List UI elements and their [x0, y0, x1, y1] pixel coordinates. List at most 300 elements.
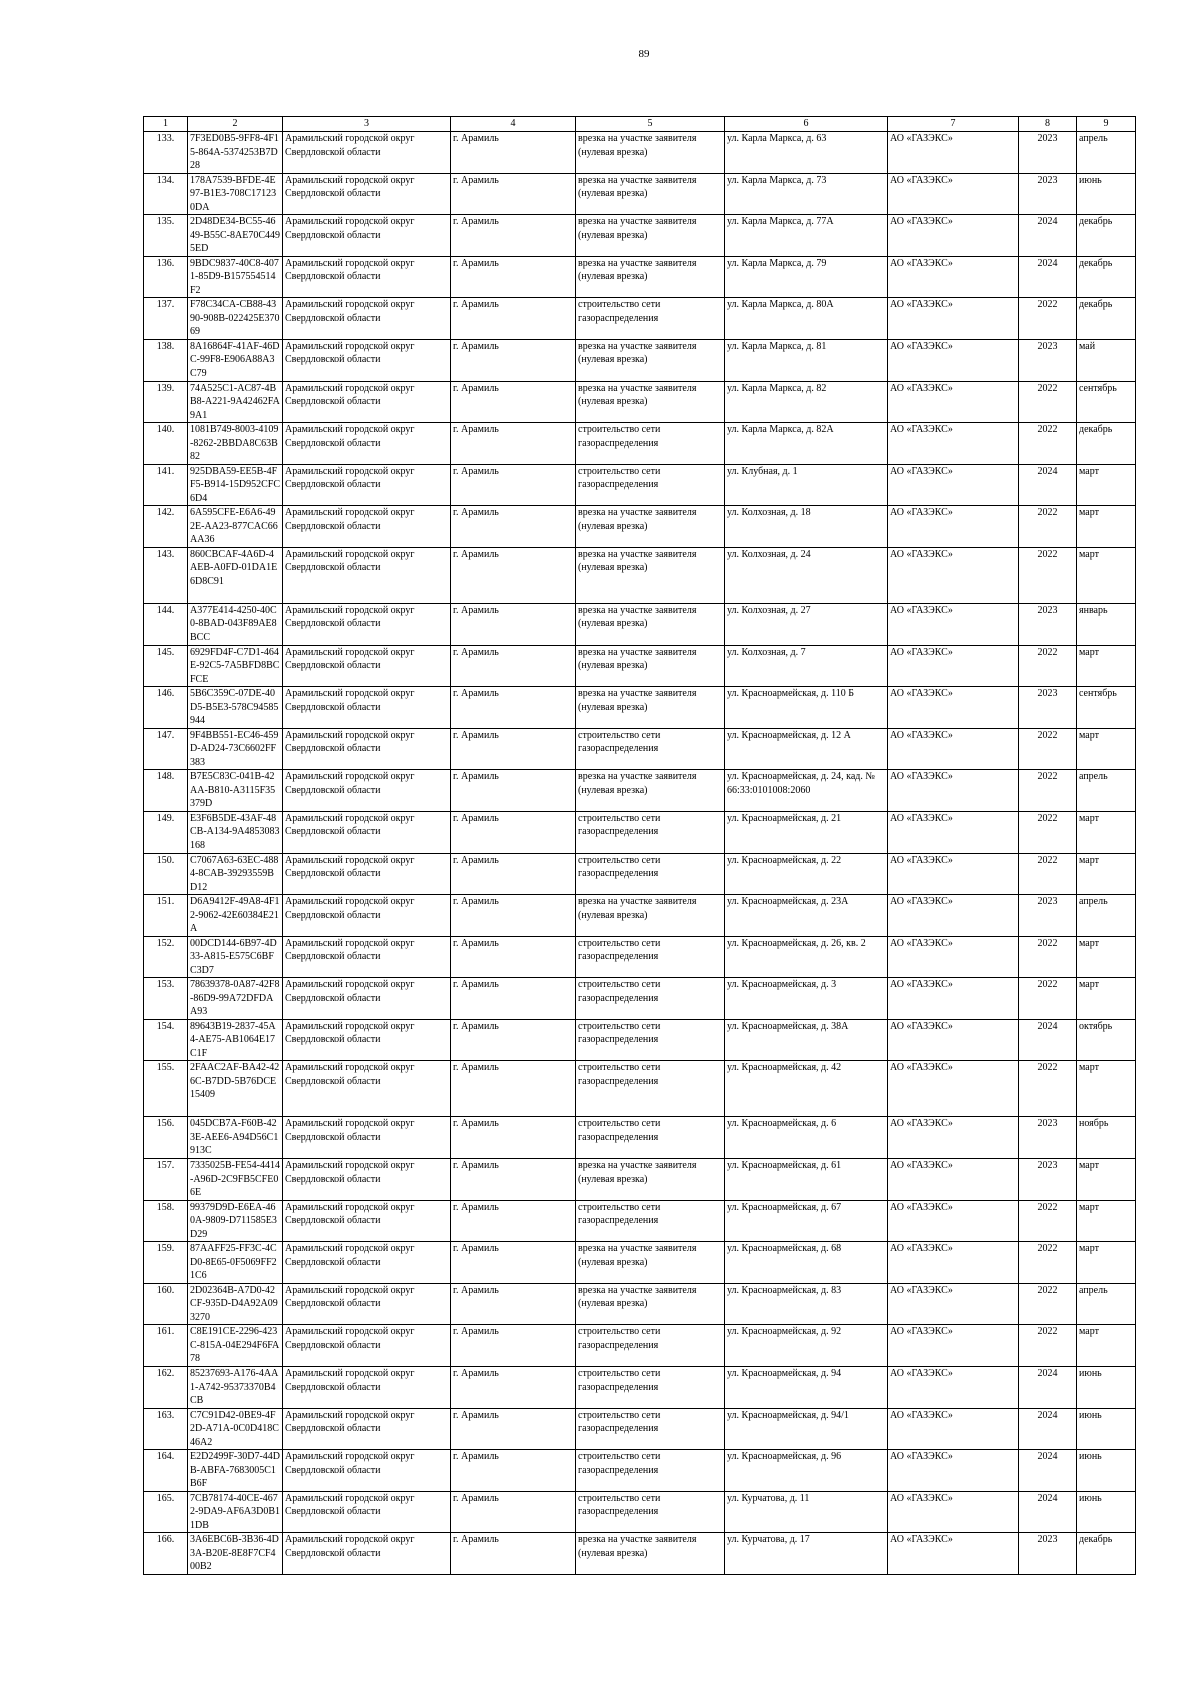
table-row — [144, 547, 1136, 603]
address-cell: ул. Красноармейская, д. 6 — [725, 1117, 888, 1159]
year-cell: 2024 — [1019, 256, 1077, 298]
work-type-cell: врезка на участке заявителя (нулевая врезка) — [576, 381, 725, 423]
work-type-cell: строительство сети газораспределения — [576, 936, 725, 978]
month-cell: декабрь — [1077, 423, 1136, 465]
work-type-cell: строительство сети газораспределения — [576, 728, 725, 770]
work-type-cell: врезка на участке заявителя (нулевая врезка) — [576, 1242, 725, 1284]
address-cell: ул. Красноармейская, д. 3 — [725, 978, 888, 1020]
object-id-cell: 78639378-0A87-42F8-86D9-99A72DFDAA93 — [188, 978, 283, 1020]
address-cell: ул. Красноармейская, д. 12 А — [725, 728, 888, 770]
work-type-cell: строительство сети газораспределения — [576, 298, 725, 340]
month-cell: апрель — [1077, 770, 1136, 812]
city-cell: г. Арамиль — [451, 811, 576, 853]
city-cell: г. Арамиль — [451, 1159, 576, 1201]
address-cell: ул. Карла Маркса, д. 81 — [725, 339, 888, 381]
month-cell: март — [1077, 978, 1136, 1020]
district-cell: Арамильский городской округ Свердловской области — [283, 298, 451, 340]
object-id-cell: 925DBA59-EE5B-4FF5-B914-15D952CFC6D4 — [188, 464, 283, 506]
district-cell: Арамильский городской округ Свердловской области — [283, 1367, 451, 1409]
month-cell: март — [1077, 645, 1136, 687]
row-number-cell: 156. — [144, 1117, 188, 1159]
month-cell: декабрь — [1077, 298, 1136, 340]
year-cell: 2023 — [1019, 132, 1077, 174]
district-cell: Арамильский городской округ Свердловской области — [283, 1019, 451, 1061]
work-type-cell: строительство сети газораспределения — [576, 1491, 725, 1533]
organization-cell: АО «ГАЗЭКС» — [888, 256, 1019, 298]
city-cell: г. Арамиль — [451, 381, 576, 423]
work-type-cell: врезка на участке заявителя (нулевая врезка) — [576, 645, 725, 687]
organization-cell: АО «ГАЗЭКС» — [888, 132, 1019, 174]
year-cell: 2024 — [1019, 464, 1077, 506]
object-id-cell: 5B6C359C-07DE-40D5-B5E3-578C94585944 — [188, 687, 283, 729]
district-cell: Арамильский городской округ Свердловской области — [283, 770, 451, 812]
table-row — [144, 687, 1136, 729]
row-number-cell: 155. — [144, 1061, 188, 1117]
address-cell: ул. Красноармейская, д. 38А — [725, 1019, 888, 1061]
object-id-cell: 045DCB7A-F60B-423E-AEE6-A94D56C1913C — [188, 1117, 283, 1159]
year-cell: 2022 — [1019, 811, 1077, 853]
district-cell: Арамильский городской округ Свердловской области — [283, 853, 451, 895]
organization-cell: АО «ГАЗЭКС» — [888, 1159, 1019, 1201]
work-type-cell: строительство сети газораспределения — [576, 1019, 725, 1061]
year-cell: 2023 — [1019, 895, 1077, 937]
city-cell: г. Арамиль — [451, 256, 576, 298]
year-cell: 2022 — [1019, 1283, 1077, 1325]
district-cell: Арамильский городской округ Свердловской области — [283, 506, 451, 548]
object-id-cell: 178A7539-BFDE-4E97-B1E3-708C171230DA — [188, 173, 283, 215]
row-number-cell: 149. — [144, 811, 188, 853]
table-row — [144, 1533, 1136, 1575]
object-id-cell: B7E5C83C-041B-42AA-B810-A3115F35379D — [188, 770, 283, 812]
district-cell: Арамильский городской округ Свердловской области — [283, 339, 451, 381]
object-id-cell: C7067A63-63EC-4884-8CAB-39293559BD12 — [188, 853, 283, 895]
table-row — [144, 464, 1136, 506]
address-cell: ул. Колхозная, д. 7 — [725, 645, 888, 687]
address-cell: ул. Клубная, д. 1 — [725, 464, 888, 506]
table-row — [144, 853, 1136, 895]
month-cell: март — [1077, 811, 1136, 853]
object-id-cell: 7F3ED0B5-9FF8-4F15-864A-5374253B7D28 — [188, 132, 283, 174]
year-cell: 2024 — [1019, 1408, 1077, 1450]
column-header: 4 — [451, 117, 576, 132]
address-cell: ул. Колхозная, д. 18 — [725, 506, 888, 548]
object-id-cell: 99379D9D-E6EA-460A-9809-D711585E3D29 — [188, 1200, 283, 1242]
address-cell: ул. Красноармейская, д. 22 — [725, 853, 888, 895]
organization-cell: АО «ГАЗЭКС» — [888, 1283, 1019, 1325]
month-cell: март — [1077, 464, 1136, 506]
district-cell: Арамильский городской округ Свердловской области — [283, 381, 451, 423]
month-cell: март — [1077, 506, 1136, 548]
column-header: 1 — [144, 117, 188, 132]
row-number-cell: 154. — [144, 1019, 188, 1061]
table-row — [144, 936, 1136, 978]
table-row — [144, 1200, 1136, 1242]
row-number-cell: 162. — [144, 1367, 188, 1409]
row-number-cell: 153. — [144, 978, 188, 1020]
district-cell: Арамильский городской округ Свердловской области — [283, 423, 451, 465]
column-header: 2 — [188, 117, 283, 132]
row-number-cell: 141. — [144, 464, 188, 506]
district-cell: Арамильский городской округ Свердловской области — [283, 1159, 451, 1201]
table-row — [144, 1117, 1136, 1159]
object-id-cell: 860CBCAF-4A6D-4AEB-A0FD-01DA1E6D8C91 — [188, 547, 283, 603]
table-row — [144, 728, 1136, 770]
address-cell: ул. Красноармейская, д. 67 — [725, 1200, 888, 1242]
city-cell: г. Арамиль — [451, 645, 576, 687]
work-type-cell: врезка на участке заявителя (нулевая врезка) — [576, 339, 725, 381]
object-id-cell: 7CB78174-40CE-4672-9DA9-AF6A3D0B11DB — [188, 1491, 283, 1533]
month-cell: март — [1077, 853, 1136, 895]
work-type-cell: врезка на участке заявителя (нулевая врезка) — [576, 687, 725, 729]
city-cell: г. Арамиль — [451, 464, 576, 506]
row-number-cell: 146. — [144, 687, 188, 729]
organization-cell: АО «ГАЗЭКС» — [888, 853, 1019, 895]
city-cell: г. Арамиль — [451, 1242, 576, 1284]
row-number-cell: 139. — [144, 381, 188, 423]
district-cell: Арамильский городской округ Свердловской области — [283, 1450, 451, 1492]
object-id-cell: 00DCD144-6B97-4D33-A815-E575C6BFC3D7 — [188, 936, 283, 978]
month-cell: сентябрь — [1077, 687, 1136, 729]
month-cell: июнь — [1077, 1408, 1136, 1450]
row-number-cell: 157. — [144, 1159, 188, 1201]
district-cell: Арамильский городской округ Свердловской области — [283, 1491, 451, 1533]
city-cell: г. Арамиль — [451, 173, 576, 215]
address-cell: ул. Курчатова, д. 17 — [725, 1533, 888, 1575]
year-cell: 2022 — [1019, 1200, 1077, 1242]
district-cell: Арамильский городской округ Свердловской области — [283, 1408, 451, 1450]
work-type-cell: строительство сети газораспределения — [576, 1325, 725, 1367]
city-cell: г. Арамиль — [451, 687, 576, 729]
object-id-cell: 89643B19-2837-45A4-AE75-AB1064E17C1F — [188, 1019, 283, 1061]
month-cell: ноябрь — [1077, 1117, 1136, 1159]
year-cell: 2022 — [1019, 381, 1077, 423]
object-id-cell: 7335025B-FE54-4414-A96D-2C9FB5CFE06E — [188, 1159, 283, 1201]
work-type-cell: врезка на участке заявителя (нулевая врезка) — [576, 506, 725, 548]
table-row — [144, 423, 1136, 465]
district-cell: Арамильский городской округ Свердловской области — [283, 1533, 451, 1575]
work-type-cell: строительство сети газораспределения — [576, 1117, 725, 1159]
object-id-cell: D6A9412F-49A8-4F12-9062-42E60384E21A — [188, 895, 283, 937]
district-cell: Арамильский городской округ Свердловской области — [283, 1283, 451, 1325]
address-cell: ул. Красноармейская, д. 26, кв. 2 — [725, 936, 888, 978]
organization-cell: АО «ГАЗЭКС» — [888, 339, 1019, 381]
city-cell: г. Арамиль — [451, 1200, 576, 1242]
city-cell: г. Арамиль — [451, 298, 576, 340]
address-cell: ул. Красноармейская, д. 94/1 — [725, 1408, 888, 1450]
work-type-cell: врезка на участке заявителя (нулевая врезка) — [576, 1283, 725, 1325]
year-cell: 2023 — [1019, 687, 1077, 729]
object-id-cell: 6929FD4F-C7D1-464E-92C5-7A5BFD8BCFCE — [188, 645, 283, 687]
month-cell: март — [1077, 1242, 1136, 1284]
table-row — [144, 603, 1136, 645]
row-number-cell: 136. — [144, 256, 188, 298]
object-id-cell: 2D02364B-A7D0-42CF-935D-D4A92A093270 — [188, 1283, 283, 1325]
row-number-cell: 144. — [144, 603, 188, 645]
work-type-cell: врезка на участке заявителя (нулевая врезка) — [576, 603, 725, 645]
organization-cell: АО «ГАЗЭКС» — [888, 173, 1019, 215]
address-cell: ул. Красноармейская, д. 92 — [725, 1325, 888, 1367]
month-cell: декабрь — [1077, 215, 1136, 257]
object-id-cell: E3F6B5DE-43AF-48CB-A134-9A4853083168 — [188, 811, 283, 853]
object-id-cell: E2D2499F-30D7-44DB-ABFA-7683005C1B6F — [188, 1450, 283, 1492]
district-cell: Арамильский городской округ Свердловской области — [283, 687, 451, 729]
row-number-cell: 145. — [144, 645, 188, 687]
address-cell: ул. Красноармейская, д. 24, кад. № 66:33:0101008:2060 — [725, 770, 888, 812]
organization-cell: АО «ГАЗЭКС» — [888, 1325, 1019, 1367]
month-cell: май — [1077, 339, 1136, 381]
district-cell: Арамильский городской округ Свердловской области — [283, 1061, 451, 1117]
city-cell: г. Арамиль — [451, 728, 576, 770]
organization-cell: АО «ГАЗЭКС» — [888, 464, 1019, 506]
district-cell: Арамильский городской округ Свердловской области — [283, 173, 451, 215]
work-type-cell: строительство сети газораспределения — [576, 978, 725, 1020]
object-id-cell: 2FAAC2AF-BA42-426C-B7DD-5B76DCE15409 — [188, 1061, 283, 1117]
table-row — [144, 215, 1136, 257]
month-cell: октябрь — [1077, 1019, 1136, 1061]
district-cell: Арамильский городской округ Свердловской области — [283, 547, 451, 603]
organization-cell: АО «ГАЗЭКС» — [888, 1117, 1019, 1159]
work-type-cell: врезка на участке заявителя (нулевая врезка) — [576, 215, 725, 257]
address-cell: ул. Карла Маркса, д. 82 — [725, 381, 888, 423]
city-cell: г. Арамиль — [451, 770, 576, 812]
column-header: 7 — [888, 117, 1019, 132]
row-number-cell: 152. — [144, 936, 188, 978]
column-header: 9 — [1077, 117, 1136, 132]
row-number-cell: 142. — [144, 506, 188, 548]
organization-cell: АО «ГАЗЭКС» — [888, 1533, 1019, 1575]
work-type-cell: врезка на участке заявителя (нулевая врезка) — [576, 132, 725, 174]
year-cell: 2024 — [1019, 215, 1077, 257]
table-row — [144, 256, 1136, 298]
row-number-cell: 135. — [144, 215, 188, 257]
address-cell: ул. Карла Маркса, д. 82А — [725, 423, 888, 465]
table-header-row — [144, 117, 1136, 132]
month-cell: сентябрь — [1077, 381, 1136, 423]
work-type-cell: врезка на участке заявителя (нулевая врезка) — [576, 895, 725, 937]
organization-cell: АО «ГАЗЭКС» — [888, 811, 1019, 853]
address-cell: ул. Карла Маркса, д. 80А — [725, 298, 888, 340]
address-cell: ул. Карла Маркса, д. 73 — [725, 173, 888, 215]
month-cell: июнь — [1077, 1367, 1136, 1409]
organization-cell: АО «ГАЗЭКС» — [888, 687, 1019, 729]
object-id-cell: 74A525C1-AC87-4BB8-A221-9A42462FA9A1 — [188, 381, 283, 423]
month-cell: апрель — [1077, 895, 1136, 937]
object-id-cell: 2D48DE34-BC55-4649-B55C-8AE70C4495ED — [188, 215, 283, 257]
city-cell: г. Арамиль — [451, 423, 576, 465]
year-cell: 2022 — [1019, 1325, 1077, 1367]
work-type-cell: строительство сети газораспределения — [576, 811, 725, 853]
object-id-cell: 85237693-A176-4AA1-A742-95373370B4CB — [188, 1367, 283, 1409]
organization-cell: АО «ГАЗЭКС» — [888, 506, 1019, 548]
table-row — [144, 1019, 1136, 1061]
address-cell: ул. Карла Маркса, д. 77А — [725, 215, 888, 257]
row-number-cell: 160. — [144, 1283, 188, 1325]
row-number-cell: 133. — [144, 132, 188, 174]
organization-cell: АО «ГАЗЭКС» — [888, 978, 1019, 1020]
address-cell: ул. Колхозная, д. 27 — [725, 603, 888, 645]
object-id-cell: 8A16864F-41AF-46DC-99F8-E906A88A3C79 — [188, 339, 283, 381]
row-number-cell: 140. — [144, 423, 188, 465]
month-cell: март — [1077, 728, 1136, 770]
year-cell: 2023 — [1019, 1533, 1077, 1575]
city-cell: г. Арамиль — [451, 132, 576, 174]
row-number-cell: 147. — [144, 728, 188, 770]
address-cell: ул. Красноармейская, д. 94 — [725, 1367, 888, 1409]
column-header: 5 — [576, 117, 725, 132]
year-cell: 2024 — [1019, 1367, 1077, 1409]
work-type-cell: врезка на участке заявителя (нулевая врезка) — [576, 1159, 725, 1201]
table-row — [144, 132, 1136, 174]
city-cell: г. Арамиль — [451, 978, 576, 1020]
year-cell: 2022 — [1019, 770, 1077, 812]
district-cell: Арамильский городской округ Свердловской области — [283, 936, 451, 978]
city-cell: г. Арамиль — [451, 547, 576, 603]
district-cell: Арамильский городской округ Свердловской области — [283, 215, 451, 257]
organization-cell: АО «ГАЗЭКС» — [888, 1450, 1019, 1492]
month-cell: март — [1077, 1325, 1136, 1367]
city-cell: г. Арамиль — [451, 603, 576, 645]
address-cell: ул. Красноармейская, д. 42 — [725, 1061, 888, 1117]
city-cell: г. Арамиль — [451, 1325, 576, 1367]
object-id-cell: 9BDC9837-40C8-4071-85D9-B157554514F2 — [188, 256, 283, 298]
table-row — [144, 381, 1136, 423]
city-cell: г. Арамиль — [451, 853, 576, 895]
row-number-cell: 150. — [144, 853, 188, 895]
object-id-cell: 87AAFF25-FF3C-4CD0-8E65-0F5069FF21C6 — [188, 1242, 283, 1284]
year-cell: 2023 — [1019, 1159, 1077, 1201]
address-cell: ул. Красноармейская, д. 61 — [725, 1159, 888, 1201]
month-cell: декабрь — [1077, 256, 1136, 298]
work-type-cell: врезка на участке заявителя (нулевая врезка) — [576, 256, 725, 298]
organization-cell: АО «ГАЗЭКС» — [888, 1242, 1019, 1284]
row-number-cell: 134. — [144, 173, 188, 215]
address-cell: ул. Красноармейская, д. 110 Б — [725, 687, 888, 729]
district-cell: Арамильский городской округ Свердловской области — [283, 1200, 451, 1242]
organization-cell: АО «ГАЗЭКС» — [888, 1200, 1019, 1242]
district-cell: Арамильский городской округ Свердловской области — [283, 811, 451, 853]
year-cell: 2022 — [1019, 423, 1077, 465]
organization-cell: АО «ГАЗЭКС» — [888, 215, 1019, 257]
address-cell: ул. Карла Маркса, д. 79 — [725, 256, 888, 298]
district-cell: Арамильский городской округ Свердловской области — [283, 464, 451, 506]
table-row — [144, 645, 1136, 687]
table-row — [144, 1283, 1136, 1325]
organization-cell: АО «ГАЗЭКС» — [888, 770, 1019, 812]
district-cell: Арамильский городской округ Свердловской области — [283, 1325, 451, 1367]
district-cell: Арамильский городской округ Свердловской области — [283, 645, 451, 687]
organization-cell: АО «ГАЗЭКС» — [888, 728, 1019, 770]
city-cell: г. Арамиль — [451, 1450, 576, 1492]
work-type-cell: строительство сети газораспределения — [576, 1061, 725, 1117]
address-cell: ул. Красноармейская, д. 21 — [725, 811, 888, 853]
table-row — [144, 1061, 1136, 1117]
page-number: 89 — [638, 48, 650, 60]
table-row — [144, 1491, 1136, 1533]
month-cell: декабрь — [1077, 1533, 1136, 1575]
year-cell: 2023 — [1019, 339, 1077, 381]
work-type-cell: строительство сети газораспределения — [576, 1200, 725, 1242]
city-cell: г. Арамиль — [451, 1533, 576, 1575]
work-type-cell: врезка на участке заявителя (нулевая врезка) — [576, 547, 725, 603]
object-id-cell: C7C91D42-0BE9-4F2D-A71A-0C0D418C46A2 — [188, 1408, 283, 1450]
work-type-cell: строительство сети газораспределения — [576, 423, 725, 465]
city-cell: г. Арамиль — [451, 1367, 576, 1409]
table-row — [144, 770, 1136, 812]
table-row — [144, 173, 1136, 215]
address-cell: ул. Красноармейская, д. 83 — [725, 1283, 888, 1325]
year-cell: 2023 — [1019, 1117, 1077, 1159]
district-cell: Арамильский городской округ Свердловской области — [283, 728, 451, 770]
year-cell: 2022 — [1019, 298, 1077, 340]
organization-cell: АО «ГАЗЭКС» — [888, 1367, 1019, 1409]
table-row — [144, 1325, 1136, 1367]
row-number-cell: 161. — [144, 1325, 188, 1367]
work-type-cell: строительство сети газораспределения — [576, 853, 725, 895]
city-cell: г. Арамиль — [451, 936, 576, 978]
year-cell: 2022 — [1019, 1242, 1077, 1284]
address-cell: ул. Карла Маркса, д. 63 — [725, 132, 888, 174]
year-cell: 2022 — [1019, 645, 1077, 687]
year-cell: 2022 — [1019, 547, 1077, 603]
row-number-cell: 138. — [144, 339, 188, 381]
object-id-cell: A377E414-4250-40C0-8BAD-043F89AE8BCC — [188, 603, 283, 645]
year-cell: 2023 — [1019, 603, 1077, 645]
address-cell: ул. Красноармейская, д. 68 — [725, 1242, 888, 1284]
address-cell: ул. Красноармейская, д. 23А — [725, 895, 888, 937]
month-cell: март — [1077, 1061, 1136, 1117]
row-number-cell: 165. — [144, 1491, 188, 1533]
column-header: 8 — [1019, 117, 1077, 132]
row-number-cell: 151. — [144, 895, 188, 937]
city-cell: г. Арамиль — [451, 1491, 576, 1533]
year-cell: 2024 — [1019, 1019, 1077, 1061]
table-row — [144, 339, 1136, 381]
column-header: 3 — [283, 117, 451, 132]
district-cell: Арамильский городской округ Свердловской области — [283, 1242, 451, 1284]
year-cell: 2024 — [1019, 1450, 1077, 1492]
table-row — [144, 895, 1136, 937]
row-number-cell: 137. — [144, 298, 188, 340]
row-number-cell: 164. — [144, 1450, 188, 1492]
city-cell: г. Арамиль — [451, 895, 576, 937]
district-cell: Арамильский городской округ Свердловской области — [283, 603, 451, 645]
row-number-cell: 163. — [144, 1408, 188, 1450]
organization-cell: АО «ГАЗЭКС» — [888, 645, 1019, 687]
organization-cell: АО «ГАЗЭКС» — [888, 895, 1019, 937]
object-id-cell: 6A595CFE-E6A6-492E-AA23-877CAC66AA36 — [188, 506, 283, 548]
address-cell: ул. Курчатова, д. 11 — [725, 1491, 888, 1533]
organization-cell: АО «ГАЗЭКС» — [888, 547, 1019, 603]
city-cell: г. Арамиль — [451, 1283, 576, 1325]
year-cell: 2024 — [1019, 1491, 1077, 1533]
city-cell: г. Арамиль — [451, 1061, 576, 1117]
year-cell: 2023 — [1019, 173, 1077, 215]
object-id-cell: 3A6EBC6B-3B36-4D3A-B20E-8E8F7CF400B2 — [188, 1533, 283, 1575]
table-row — [144, 1159, 1136, 1201]
object-id-cell: C8E191CE-2296-423C-815A-04E294F6FA78 — [188, 1325, 283, 1367]
city-cell: г. Арамиль — [451, 1408, 576, 1450]
district-cell: Арамильский городской округ Свердловской области — [283, 1117, 451, 1159]
month-cell: март — [1077, 1159, 1136, 1201]
organization-cell: АО «ГАЗЭКС» — [888, 1408, 1019, 1450]
address-cell: ул. Колхозная, д. 24 — [725, 547, 888, 603]
district-cell: Арамильский городской округ Свердловской области — [283, 132, 451, 174]
object-id-cell: F78C34CA-CB88-4390-908B-022425E37069 — [188, 298, 283, 340]
data-table — [143, 116, 1136, 1575]
table-row — [144, 1408, 1136, 1450]
district-cell: Арамильский городской округ Свердловской области — [283, 978, 451, 1020]
table-row — [144, 978, 1136, 1020]
